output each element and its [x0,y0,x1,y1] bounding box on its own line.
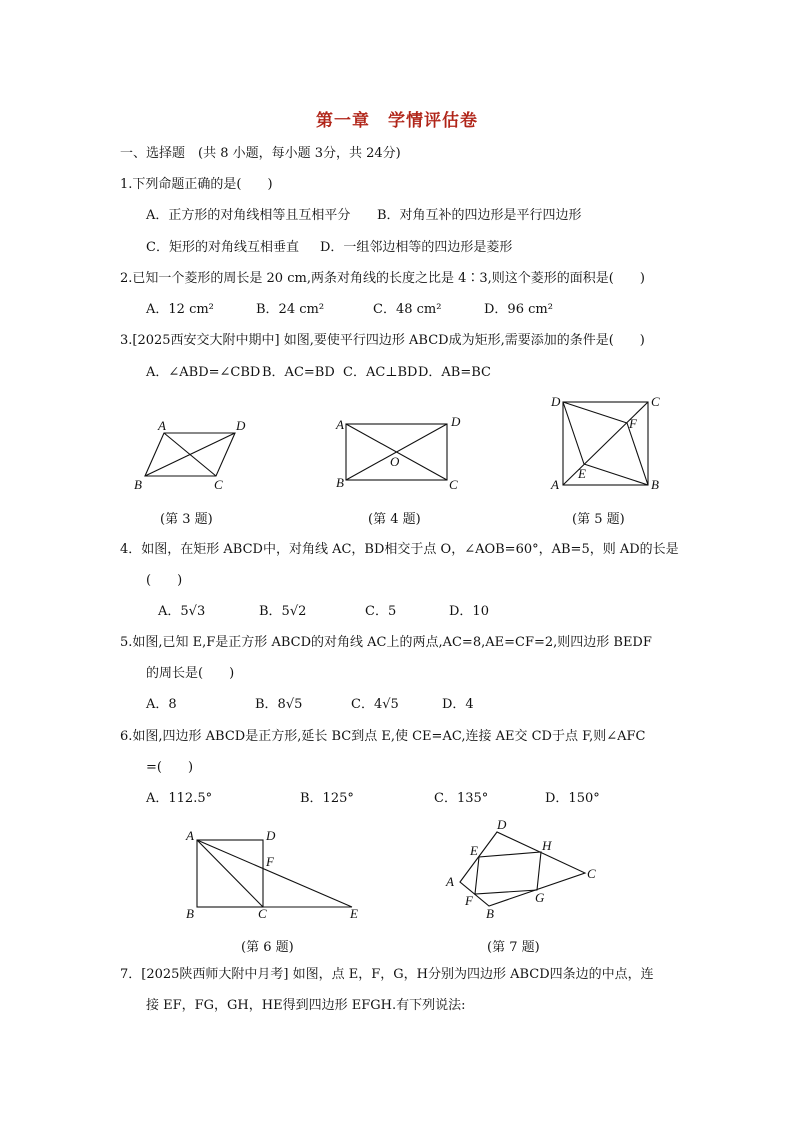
label-c: C [449,477,458,492]
label-c: C [214,477,223,492]
q5-option-d: D．4 [442,697,474,712]
label-f: F [629,416,637,431]
q1-option-c: C．矩形的对角线互相垂直 [146,240,299,255]
caption-fig5: (第 5 题) [572,512,625,527]
q3-option-a: A．∠ABD=∠CBD [146,365,261,380]
q5-stem: 5.如图,已知 E,F是正方形 ABCD的对角线 AC上的两点,AC=8,AE=CF=2,则四边形 BEDF [120,635,652,650]
label-d: D [497,817,507,832]
q3-option-b: B．AC=BD [262,365,335,380]
q5-stem-cont: 的周长是( ) [146,666,235,681]
label-d: D [236,418,246,433]
q5-option-c: C．4√5 [351,697,399,712]
q3-stem: 3.[2025西安交大附中期中] 如图,要使平行四边形 ABCD成为矩形,需要添加的条件是( ) [120,333,645,348]
label-e: E [470,843,478,858]
label-b: B [134,477,142,492]
label-c: C [258,906,267,921]
q1-option-a: A．正方形的对角线相等且互相平分 [146,208,351,223]
q4-option-b: B．5√2 [259,604,307,619]
q1-option-d: D．一组邻边相等的四边形是菱形 [320,240,513,255]
q7-stem-cont: 接 EF，FG，GH，HE得到四边形 EFGH.有下列说法: [146,998,466,1013]
q4-stem: 4．如图，在矩形 ABCD中，对角线 AC，BD相交于点 O，∠AOB=60°，AB=5，则 AD的长是 [120,542,679,557]
q2-option-a: A．12 cm² [146,302,214,317]
caption-fig7: (第 7 题) [487,940,540,955]
label-d: D [266,828,276,843]
label-h: H [542,838,552,853]
label-b: B [486,906,494,921]
label-g: G [535,890,545,905]
q6-option-d: D．150° [545,791,600,806]
label-b: B [651,477,659,492]
q2-option-d: D．96 cm² [484,302,553,317]
label-a: A [158,418,166,433]
label-a: A [446,874,454,889]
q5-option-b: B．8√5 [255,697,303,712]
label-a: A [551,477,559,492]
q6-stem: 6.如图,四边形 ABCD是正方形,延长 BC到点 E,使 CE=AC,连接 AE交 CD于点 F,则∠AFC [120,729,646,744]
label-d: D [451,414,461,429]
caption-fig6: (第 6 题) [241,940,294,955]
q6-option-c: C．135° [434,791,489,806]
q6-option-a: A．112.5° [146,791,213,806]
q2-option-c: C．48 cm² [373,302,442,317]
label-a: A [336,417,344,432]
q2-option-b: B．24 cm² [256,302,325,317]
label-o: O [390,454,400,469]
label-e: E [578,466,586,481]
section-heading: 一、选择题 (共 8 小题，每小题 3分，共 24分) [120,146,401,161]
q3-option-c: C．AC⊥BD [343,365,418,380]
label-d: D [551,394,561,409]
q6-stem-cont: =( ) [146,760,194,775]
label-b: B [186,906,194,921]
q1-stem: 1.下列命题正确的是( ) [120,177,273,192]
q2-stem: 2.已知一个菱形的周长是 20 cm,两条对角线的长度之比是 4∶3,则这个菱形的面积是( ) [120,271,645,286]
label-c: C [651,394,660,409]
q1-option-b: B．对角互补的四边形是平行四边形 [377,208,582,223]
label-f: F [465,893,473,908]
q4-stem-cont: ( ) [146,573,183,588]
quadrilateral-abcd [460,832,585,906]
label-c: C [587,866,596,881]
label-a: A [186,828,194,843]
label-b: B [336,475,344,490]
caption-fig3: (第 3 题) [160,512,213,527]
label-f: F [266,854,274,869]
q4-option-c: C．5 [365,604,397,619]
q4-option-d: D．10 [449,604,489,619]
quadrilateral-efgh [475,852,541,894]
q3-option-d: D．AB=BC [418,365,491,380]
caption-fig4: (第 4 题) [368,512,421,527]
label-e: E [350,906,358,921]
q5-option-a: A．8 [146,697,177,712]
q4-option-a: A．5√3 [158,604,206,619]
q7-stem: 7．[2025陕西师大附中月考] 如图，点 E，F，G，H分别为四边形 ABCD四条边的中点，连 [120,967,654,982]
page-title: 第一章 学情评估卷 [316,111,478,131]
q6-option-b: B．125° [300,791,354,806]
